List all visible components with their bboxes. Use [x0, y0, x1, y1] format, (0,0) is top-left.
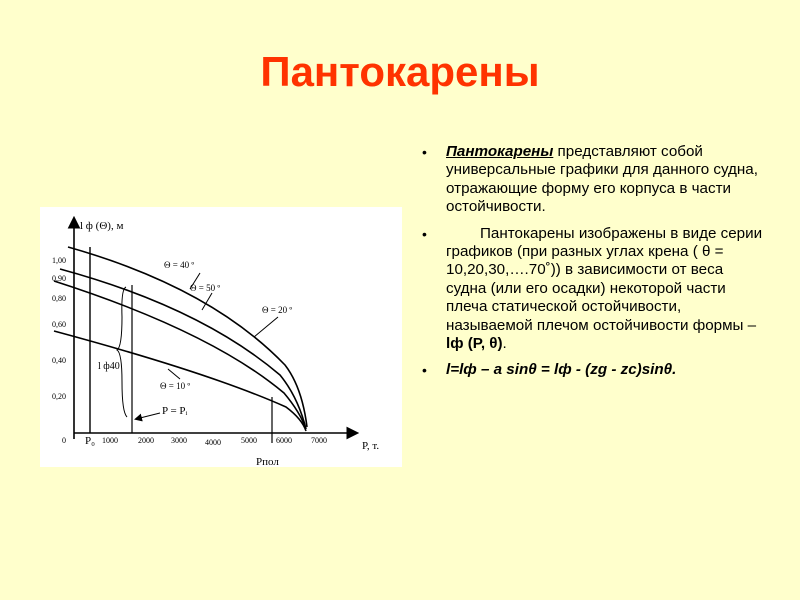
origin-label: 0	[62, 436, 66, 445]
bullet-text: представляют собой универсальные графики для данного судна, отражающие форму его корпуса в части остойчивости.	[446, 143, 758, 216]
term-pantocarene: Пантокарены	[446, 143, 554, 160]
x-tick: 6000	[276, 436, 292, 445]
y-axis-label: l ф (Θ), м	[80, 220, 124, 232]
p0-label: P₀	[85, 435, 95, 447]
x-tick: 5000	[241, 436, 257, 445]
y-tick: 0,60	[52, 320, 66, 329]
pantocarene-diagram	[40, 207, 402, 467]
x-tick: 3000	[171, 436, 187, 445]
lf40-label: l ф40	[98, 361, 120, 372]
pi-pointer	[136, 413, 160, 419]
x-tick: 4000	[205, 438, 221, 447]
bullet-formula: l=lф – a sinθ = lф - (zg - zc)sinθ.	[446, 361, 677, 379]
x-axis-label: P, т.	[362, 440, 380, 452]
y-tick: 0,80	[52, 294, 66, 303]
bullet-dot-icon: •	[422, 225, 427, 242]
pointer-10	[168, 369, 180, 379]
bullet-text: Пантокарены изображены в виде серии графиков (при разных углах крена ( θ = 10,20,30,….70˚)) в зависимости от веса судна (или его осадки) некоторой части плеча статической остойчивости, называемой плечом остойчивости формы –	[446, 224, 763, 334]
bullet-list	[420, 143, 765, 388]
curve-label-50: Θ = 50 º	[190, 283, 221, 293]
bullet-end: .	[502, 335, 507, 353]
x-tick: 2000	[138, 436, 154, 445]
ppol-label: Pпол	[256, 456, 279, 467]
bullet-dot-icon: •	[422, 362, 427, 379]
pi-label: P = Pᵢ	[162, 405, 188, 417]
x-tick: 1000	[102, 436, 118, 445]
bullet-bold-term: lф (Р, θ)	[446, 335, 503, 353]
y-tick: 0,90	[52, 274, 66, 283]
diagram-svg	[40, 207, 402, 467]
y-tick: 1,00	[52, 256, 66, 265]
y-tick: 0,40	[52, 356, 66, 365]
bullet-dot-icon: •	[422, 144, 427, 160]
bullet-item	[420, 225, 765, 354]
pointer-20	[254, 317, 278, 337]
x-tick: 7000	[311, 436, 327, 445]
curve-label-40: Θ = 40 º	[164, 260, 195, 270]
curve-label-20: Θ = 20 º	[262, 305, 293, 315]
y-tick: 0,20	[52, 392, 66, 401]
bullet-item	[420, 361, 765, 379]
bullet-item	[420, 143, 765, 217]
slide-title: Пантокарены	[260, 48, 540, 95]
curve-label-10: Θ = 10 º	[160, 381, 191, 391]
